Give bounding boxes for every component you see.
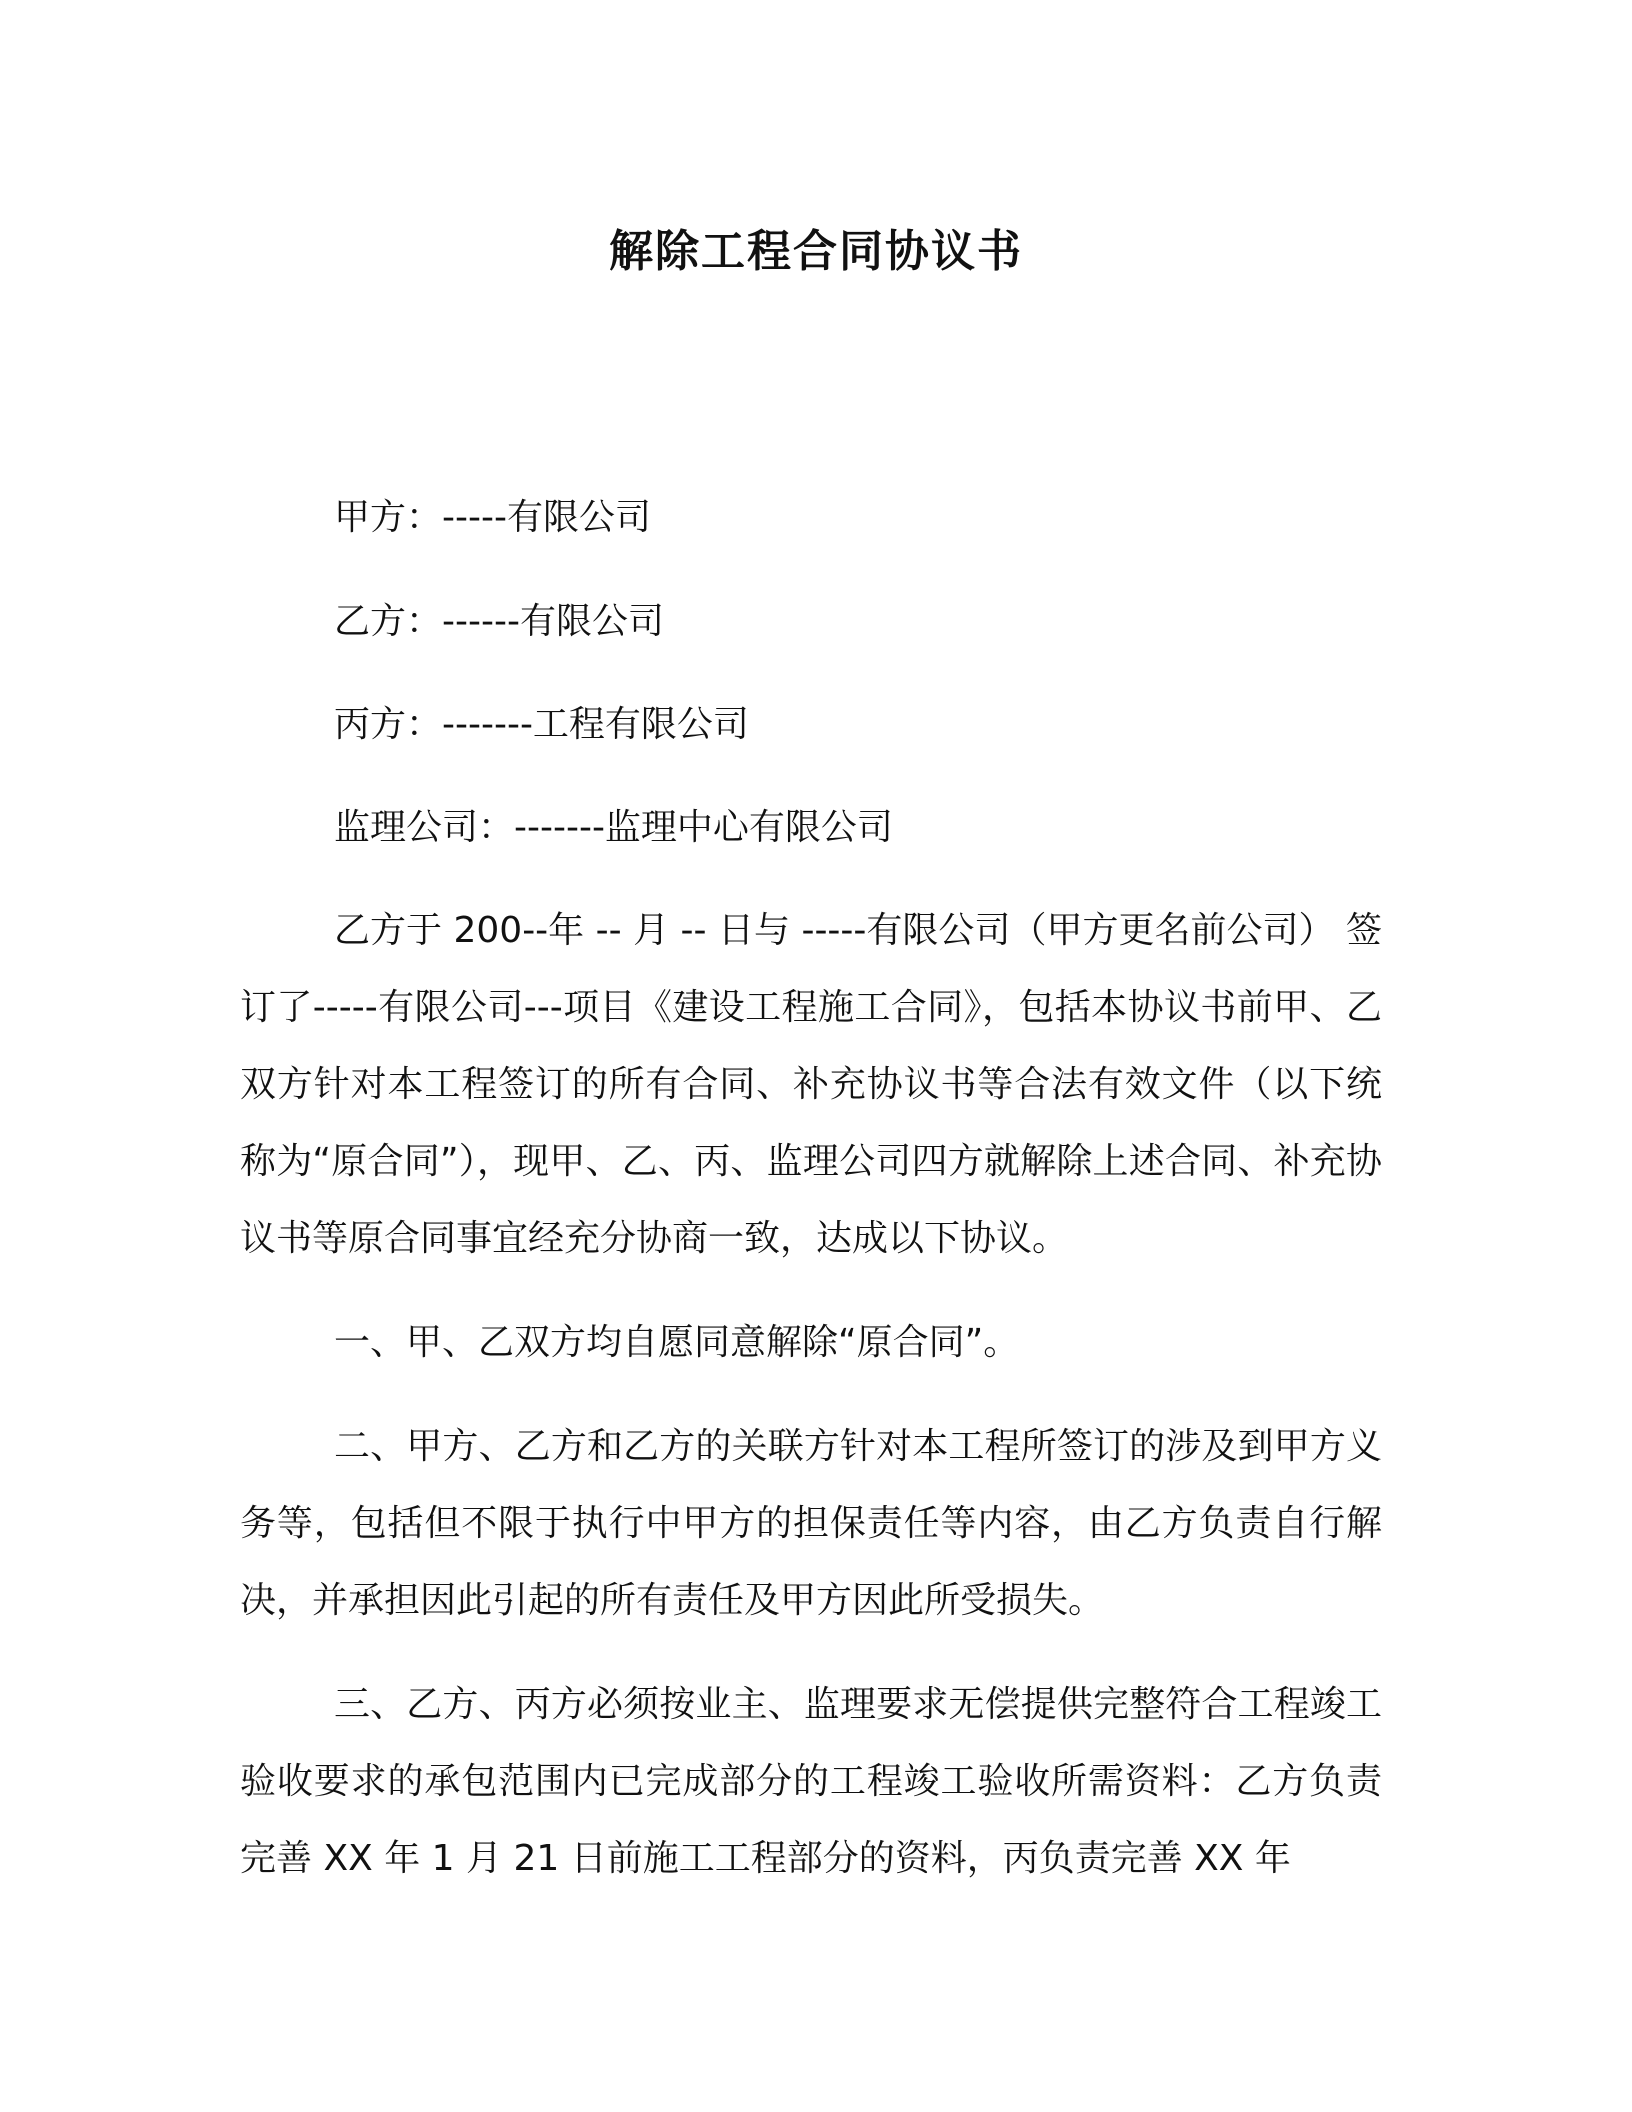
clause-3: 三、乙方、丙方必须按业主、监理要求无偿提供完整符合工程竣工验收要求的承包范围内已完成部分的工程竣工验收所需资料：乙方负责完善 XX 年 1 月 21 日前施工工程部分的资料，丙负责完善 XX 年 [240,1684,1382,1879]
clause-2: 二、甲方、乙方和乙方的关联方针对本工程所签订的涉及到甲方义务等，包括但不限于执行中甲方的担保责任等内容，由乙方负责自行解决，并承担因此引起的所有责任及甲方因此所受损失。 [240,1426,1382,1621]
clause-1: 一、甲、乙双方均自愿同意解除“原合同”。 [334,1322,1020,1363]
intro-paragraph: 乙方于 200--年 -- 月 -- 日与 -----有限公司（甲方更名前公司） 签订了-----有限公司---项目《建设工程施工合同》，包括本协议书前甲、乙双方针对本工程签订的所有合同、补充协议书等合法有效文件（以下统称为“原合同”），现甲、乙、丙、监理公司四方就解除上述合同、补充协议书等原合同事宜经充分协商一致，达成以下协议。 [240,910,1382,1259]
party-c: 丙方：-------工程有限公司 [334,704,749,745]
party-b: 乙方：------有限公司 [334,601,664,642]
supervision-company: 监理公司：-------监理中心有限公司 [334,807,893,848]
document-title: 解除工程合同协议书 [609,226,1023,277]
party-a: 甲方：-----有限公司 [334,497,651,538]
